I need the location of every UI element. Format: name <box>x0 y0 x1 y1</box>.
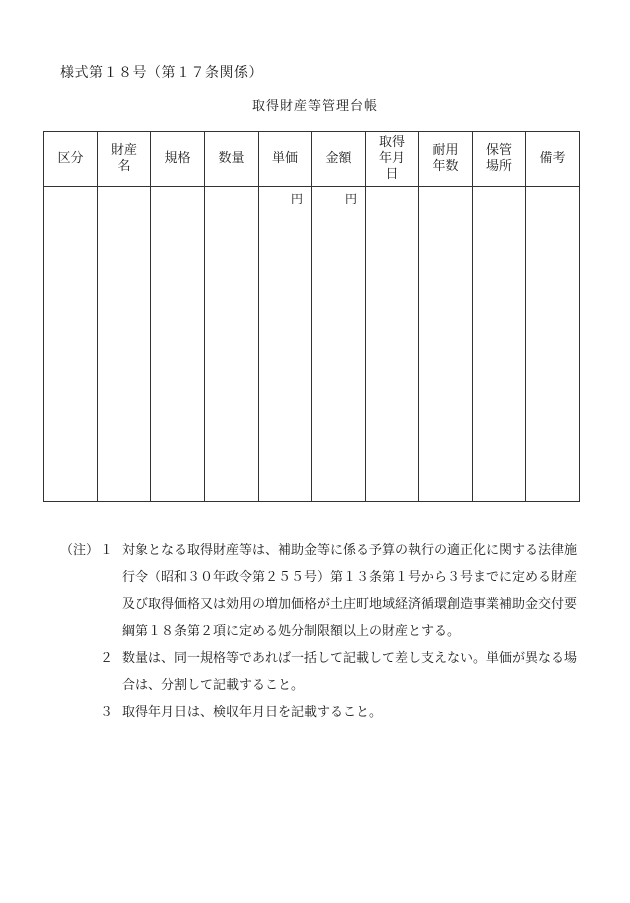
header-specification: 規格 <box>151 132 205 187</box>
asset-ledger-table <box>43 131 580 502</box>
amount-yen-label: 円 <box>344 192 357 206</box>
note-number: ２ <box>100 651 114 666</box>
header-amount: 金額 <box>312 132 366 187</box>
header-unit-price: 単価 <box>259 132 312 187</box>
cell-unit-price[interactable] <box>259 187 312 502</box>
header-asset-name: 財産 名 <box>98 132 151 187</box>
form-number: 様式第１８号（第１７条関係） <box>60 65 263 81</box>
note-text: 数量は、同一規格等であれば一括して記載して差し支えない。単価が異なる場合は、分割して記載すること。 <box>122 651 578 693</box>
header-quantity: 数量 <box>205 132 259 187</box>
note-item <box>60 537 580 645</box>
header-acquisition-date: 取得 年月 日 <box>366 132 419 187</box>
cell-amount[interactable] <box>312 187 366 502</box>
notes-section <box>60 537 580 726</box>
cell-acquisition-date[interactable] <box>366 187 419 502</box>
header-row <box>44 132 580 187</box>
note-item <box>60 645 580 699</box>
unit-price-yen-label: 円 <box>290 192 303 206</box>
note-number: ３ <box>100 705 114 720</box>
header-category: 区分 <box>44 132 98 187</box>
cell-specification[interactable] <box>151 187 205 502</box>
header-storage-location: 保管 場所 <box>473 132 526 187</box>
note-text: 対象となる取得財産等は、補助金等に係る予算の執行の適正化に関する法律施行令（昭和３０年政令第２５５号）第１３条第１号から３号までに定める財産及び取得価格又は効用の増加価格が土庄町地域経済循環創造事業補助金交付要綱第１８条第２項に定める処分制限額以上の財産とする。 <box>122 543 578 639</box>
note-text: 取得年月日は、検収年月日を記載すること。 <box>122 705 383 720</box>
document-title: 取得財産等管理台帳 <box>251 99 378 114</box>
header-useful-life: 耐用 年数 <box>419 132 473 187</box>
cell-category[interactable] <box>44 187 98 502</box>
cell-remarks[interactable] <box>526 187 580 502</box>
table-row <box>44 187 580 502</box>
cell-asset-name[interactable] <box>98 187 151 502</box>
cell-quantity[interactable] <box>205 187 259 502</box>
header-remarks: 備考 <box>526 132 580 187</box>
cell-useful-life[interactable] <box>419 187 473 502</box>
note-number: １ <box>100 543 114 558</box>
note-item <box>60 699 580 726</box>
cell-storage-location[interactable] <box>473 187 526 502</box>
notes-prefix: （注） <box>60 543 100 558</box>
